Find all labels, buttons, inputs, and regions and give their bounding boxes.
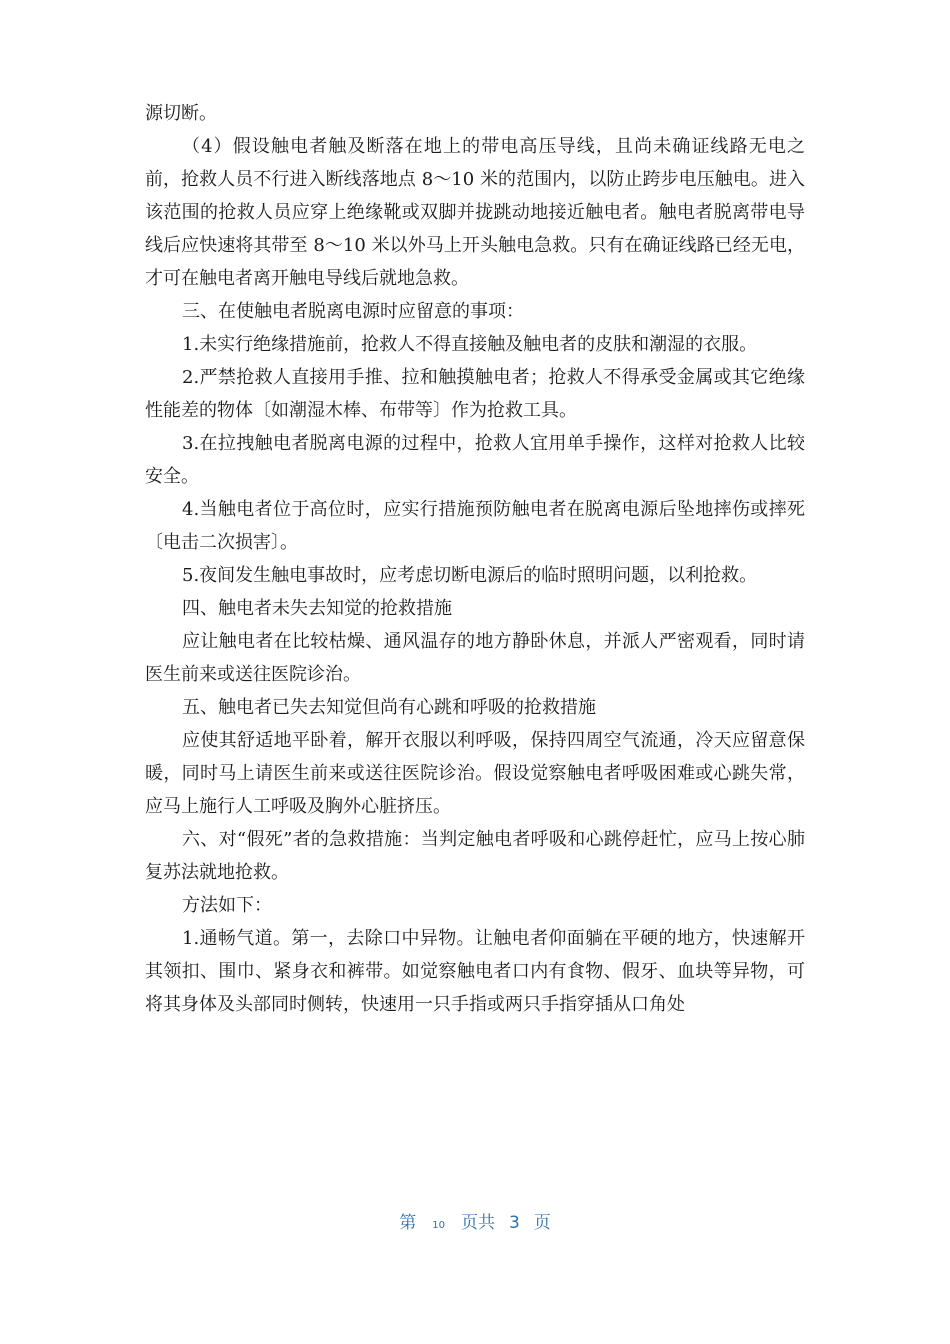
footer-prefix: 第 xyxy=(399,1213,417,1233)
list-item: 1.未实行绝缘措施前，抢救人不得直接触及触电者的皮肤和潮湿的衣服。 xyxy=(182,334,758,355)
section-heading: 三、在使触电者脱离电源时应留意的事项： xyxy=(182,301,524,322)
page-number: 10 xyxy=(432,1220,445,1231)
list-item: 2.严禁抢救人直接用手推、拉和触摸触电者；抢救人不得承受金属或其它绝缘性能差的物体〔如潮湿木棒、布带等〕作为抢救工具。 xyxy=(145,367,805,421)
paragraph: 应让触电者在比较枯燥、通风温存的地方静卧休息，并派人严密观看，同时请医生前来或送往医院诊治。 xyxy=(145,631,805,685)
section-heading: 四、触电者未失去知觉的抢救措施 xyxy=(182,598,452,619)
footer-suffix: 页 xyxy=(533,1213,551,1233)
paragraph: 源切断。 xyxy=(145,103,217,124)
list-item: 1.通畅气道。第一，去除口中异物。让触电者仰面躺在平硬的地方，快速解开其领扣、围巾、紧身衣和裤带。如觉察触电者口内有食物、假牙、血块等异物，可将其身体及头部同时侧转，快速用一只手指或两只手指穿插从口角处 xyxy=(145,928,805,1015)
page-footer xyxy=(0,1208,950,1233)
section-heading: 六、对“假死”者的急救措施：当判定触电者呼吸和心跳停赶忙，应马上按心肺复苏法就地抢救。 xyxy=(145,829,805,883)
footer-middle: 页共 xyxy=(460,1213,495,1233)
document-body xyxy=(145,97,805,1021)
list-item: 3.在拉拽触电者脱离电源的过程中，抢救人宜用单手操作，这样对抢救人比较安全。 xyxy=(145,433,805,487)
list-item: 5.夜间发生触电事故时，应考虑切断电源后的临时照明问题，以利抢救。 xyxy=(182,565,758,586)
paragraph: 方法如下： xyxy=(182,895,272,916)
paragraph: （4）假设触电者触及断落在地上的带电高压导线，且尚未确证线路无电之前，抢救人员不行进入断线落地点 8～10 米的范围内，以防止跨步电压触电。进入该范围的抢救人员应穿上绝缘靴或双脚并拢跳动地接近触电者。触电者脱离带电导线后应快速将其带至 8～10 米以外马上开头触电急救。只有在确证线路已经无电，才可在触电者离开触电导线后就地急救。 xyxy=(145,136,805,289)
list-item: 4.当触电者位于高位时，应实行措施预防触电者在脱离电源后坠地摔伤或摔死〔电击二次损害〕。 xyxy=(145,499,805,553)
section-heading: 五、触电者已失去知觉但尚有心跳和呼吸的抢救措施 xyxy=(182,697,596,718)
page-total: 3 xyxy=(508,1213,520,1233)
paragraph: 应使其舒适地平卧着，解开衣服以利呼吸，保持四周空气流通，冷天应留意保暖，同时马上请医生前来或送往医院诊治。假设觉察触电者呼吸困难或心跳失常，应马上施行人工呼吸及胸外心脏挤压。 xyxy=(145,730,805,817)
